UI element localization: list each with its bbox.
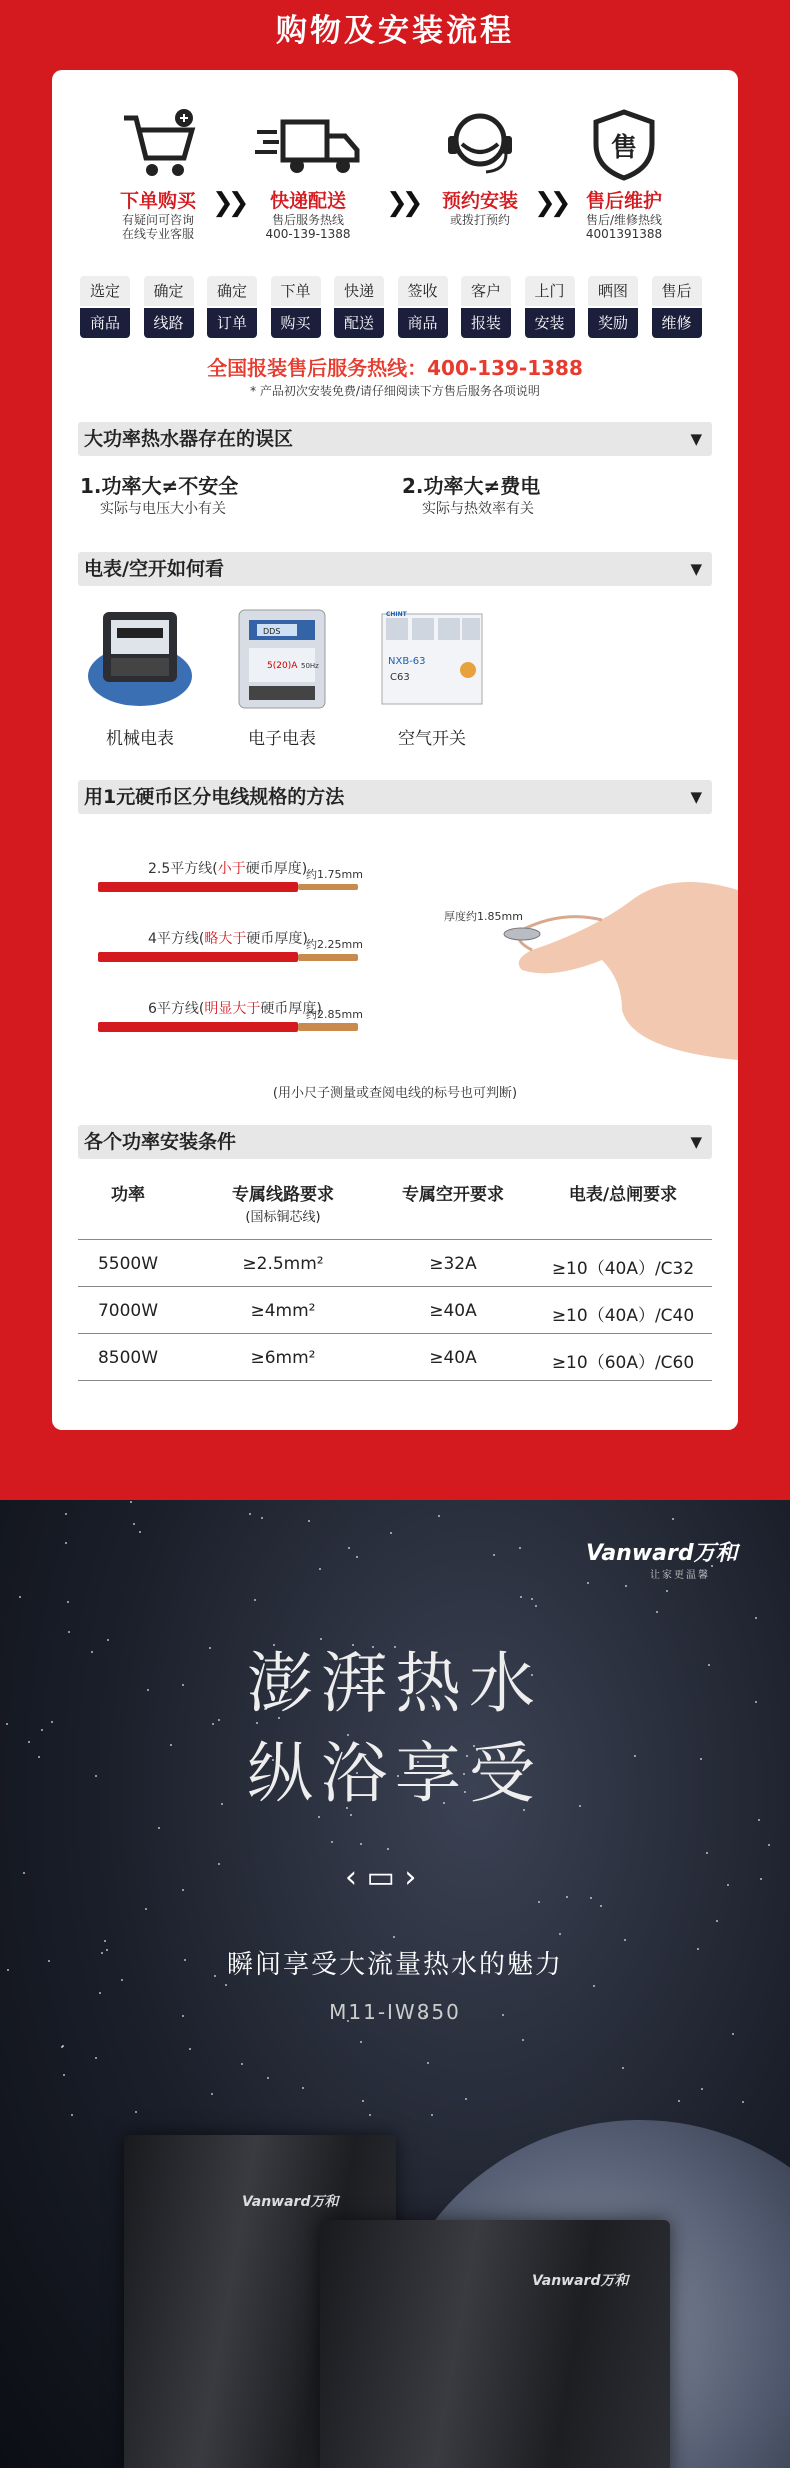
- star: [61, 2046, 63, 2048]
- truck-icon: [253, 108, 363, 182]
- star: [390, 1532, 392, 1534]
- meter-electronic: [222, 604, 342, 749]
- process-step-top: 签收: [398, 276, 448, 306]
- model-number: M11-IW850: [329, 2000, 461, 2024]
- product-banner: [0, 1500, 790, 2468]
- process-step-bottom: 订单: [207, 308, 257, 338]
- process-step-top: 客户: [461, 276, 511, 306]
- step-line: 有疑问可咨询: [121, 213, 194, 227]
- star: [768, 1844, 770, 1846]
- step-line: 售后服务热线: [271, 213, 344, 227]
- step-appointment: [420, 108, 540, 227]
- meter-label: 电子电表: [248, 729, 316, 749]
- star: [535, 1605, 537, 1607]
- step-line: 在线专业客服: [121, 227, 194, 241]
- wire-dimension: 约1.75mm: [306, 868, 363, 881]
- process-step: [271, 276, 321, 340]
- misconception-title: 1.功率大≠不安全: [80, 474, 239, 498]
- breaker-model: NXB-63: [388, 656, 426, 667]
- brand-slogan: 让家更温馨: [650, 1570, 710, 1581]
- air-switch-image: [372, 604, 492, 714]
- star: [348, 1547, 350, 1549]
- star: [431, 2114, 433, 2116]
- process-step-top: 确定: [207, 276, 257, 306]
- process-step-bottom: 线路: [144, 308, 194, 338]
- process-step: [334, 276, 384, 340]
- product-logo: Vanward万和: [532, 2273, 629, 2289]
- wire-insulation: [98, 1022, 298, 1032]
- wire-insulation: [98, 882, 298, 892]
- meter-label: 机械电表: [106, 729, 174, 749]
- process-step-top: 售后: [652, 276, 702, 306]
- star: [701, 2088, 703, 2090]
- star: [520, 1596, 522, 1598]
- shield-icon: [584, 108, 664, 182]
- star: [95, 2057, 97, 2059]
- hotline-note: * 产品初次安装免费/请仔细阅读下方售后服务各项说明: [250, 384, 540, 398]
- coin-thickness-label: 厚度约1.85mm: [444, 910, 523, 923]
- brand-logo: Vanward万和: [586, 1541, 738, 1566]
- star: [67, 1601, 69, 1603]
- shield-glyph: 售: [610, 133, 638, 163]
- table-cell: ≥10（40A）/C40: [551, 1306, 695, 1326]
- star: [23, 1872, 25, 1874]
- star: [427, 2062, 429, 2064]
- star: [211, 2093, 213, 2095]
- star: [302, 2087, 304, 2089]
- table-header: 专属线路要求: [232, 1185, 334, 1205]
- star: [318, 1816, 320, 1818]
- process-card: [52, 70, 738, 1430]
- star: [465, 2098, 467, 2100]
- star: [158, 1827, 160, 1829]
- process-step: [80, 276, 130, 340]
- star: [104, 1940, 106, 1942]
- table-cell: ≥40A: [429, 1301, 477, 1321]
- section-header-misconception[interactable]: [78, 422, 712, 456]
- star: [267, 2077, 269, 2079]
- star: [559, 1933, 561, 1935]
- section-header-table[interactable]: [78, 1125, 712, 1159]
- section-title: 大功率热水器存在的误区: [84, 428, 294, 450]
- step-after-sales: [564, 108, 684, 241]
- table-header: 电表/总闸要求: [568, 1185, 678, 1205]
- star: [225, 1984, 227, 1986]
- star: [139, 1531, 141, 1533]
- process-step-top: 上门: [525, 276, 575, 306]
- star: [360, 1843, 362, 1845]
- process-step: [652, 276, 702, 340]
- star: [593, 1985, 595, 1987]
- process-step-top: 选定: [80, 276, 130, 306]
- meter-breaker: [372, 604, 492, 749]
- star: [130, 1501, 132, 1503]
- wire-dimension: 约2.85mm: [306, 1008, 363, 1021]
- table-header: 专属空开要求: [402, 1185, 504, 1205]
- triangle-down-icon: ▼: [690, 788, 702, 806]
- process-step: [398, 276, 448, 340]
- star: [672, 1518, 674, 1520]
- misconception-title: 2.功率大≠费电: [402, 474, 541, 498]
- electronic-meter-frequency: 50Hz: [301, 662, 319, 670]
- star: [519, 1547, 521, 1549]
- star: [666, 1590, 668, 1592]
- table-cell: ≥2.5mm²: [242, 1254, 324, 1274]
- star: [387, 1848, 389, 1850]
- chevron-right-icon: ❯❯: [534, 188, 566, 218]
- star: [99, 1992, 101, 1994]
- meter-mechanical: [80, 604, 200, 749]
- wire-copper: [298, 884, 358, 890]
- process-step-bottom: 报装: [461, 308, 511, 338]
- wire-label: 6平方线(明显大于硬币厚度): [148, 1001, 322, 1017]
- star: [135, 2111, 137, 2113]
- misconception-sub: 实际与热效率有关: [422, 501, 534, 517]
- process-step-bottom: 维修: [652, 308, 702, 338]
- hand-with-coin-image: [472, 830, 738, 1060]
- table-row: [78, 1240, 712, 1287]
- table-cell: ≥10（60A）/C60: [551, 1353, 695, 1373]
- star: [742, 2101, 744, 2103]
- electronic-meter-image: [227, 604, 337, 714]
- star: [254, 1599, 256, 1601]
- water-heater-back: [320, 2220, 670, 2468]
- step-line: 4001391388: [585, 227, 663, 241]
- process-step-bottom: 购买: [271, 308, 321, 338]
- table-cell: ≥6mm²: [250, 1348, 316, 1368]
- star: [393, 1936, 395, 1938]
- banner-subtitle: 瞬间享受大流量热水的魅力: [226, 1950, 563, 1980]
- wire-dimension: 约2.25mm: [306, 938, 363, 951]
- star: [732, 2033, 734, 2035]
- table-header-row: [78, 1170, 712, 1240]
- wire-label: 4平方线(略大于硬币厚度): [148, 931, 308, 947]
- star: [438, 1515, 440, 1517]
- wire-label: 2.5平方线(小于硬币厚度): [148, 861, 308, 877]
- star: [622, 2067, 624, 2069]
- step-delivery: [248, 108, 368, 241]
- wire-copper: [298, 1023, 358, 1031]
- table-row: [78, 1287, 712, 1334]
- process-step-bottom: 安装: [525, 308, 575, 338]
- table-cell: ≥10（40A）/C32: [551, 1259, 695, 1279]
- product-logo: Vanward万和: [242, 2194, 339, 2210]
- star: [758, 1819, 760, 1821]
- chevron-right-icon: ❯❯: [212, 188, 244, 218]
- star: [625, 1585, 627, 1587]
- star: [678, 2100, 680, 2102]
- star: [362, 2100, 364, 2102]
- step-line: 售后/维修热线: [585, 213, 663, 227]
- star: [65, 1513, 67, 1515]
- breaker-brand: CHINT: [386, 611, 407, 618]
- star: [19, 1596, 21, 1598]
- section-header-meters[interactable]: [78, 552, 712, 586]
- table-cell: 7000W: [97, 1301, 159, 1321]
- star: [587, 1582, 589, 1584]
- star: [538, 1901, 540, 1903]
- star: [218, 1863, 220, 1865]
- star: [63, 2074, 65, 2076]
- star: [308, 1520, 310, 1522]
- process-step-top: 下单: [271, 276, 321, 306]
- step-title: 预约安装: [441, 190, 518, 212]
- process-step: [525, 276, 575, 340]
- table-cell: ≥4mm²: [250, 1301, 316, 1321]
- electronic-meter-screen: 5(20)A: [267, 661, 298, 671]
- process-step-top: 快递: [334, 276, 384, 306]
- mechanical-meter-image: [85, 604, 195, 714]
- star: [331, 1841, 333, 1843]
- triangle-down-icon: ▼: [690, 560, 702, 578]
- step-title: 快递配送: [269, 190, 346, 212]
- headline-line-1: 澎湃热水: [247, 1645, 543, 1722]
- hotline: 全国报装售后服务热线：400-139-1388: [207, 356, 583, 380]
- star: [71, 2114, 73, 2116]
- star: [600, 1905, 602, 1907]
- process-step: [144, 276, 194, 340]
- star: [360, 2041, 362, 2043]
- misconception-sub: 实际与电压大小有关: [100, 501, 226, 517]
- table-subheader: (国标铜芯线): [245, 1210, 321, 1225]
- step-line: 400-139-1388: [265, 227, 351, 241]
- star: [65, 1542, 67, 1544]
- wire-copper: [298, 954, 358, 961]
- process-step-bottom: 奖励: [588, 308, 638, 338]
- table-cell: ≥40A: [429, 1348, 477, 1368]
- star: [656, 1611, 658, 1613]
- process-step: [207, 276, 257, 340]
- star: [566, 1896, 568, 1898]
- star: [727, 1884, 729, 1886]
- step-title: 下单购买: [119, 190, 196, 212]
- table-row: [78, 1334, 712, 1381]
- chevron-right-icon: ❯❯: [386, 188, 418, 218]
- star: [755, 1617, 757, 1619]
- star: [249, 1513, 251, 1515]
- triangle-down-icon: ▼: [690, 430, 702, 448]
- process-step-bottom: 配送: [334, 308, 384, 338]
- wire-insulation: [98, 952, 298, 962]
- table-cell: ≥32A: [429, 1254, 477, 1274]
- section-title: 各个功率安装条件: [84, 1131, 237, 1153]
- page-title: 购物及安装流程: [276, 13, 514, 49]
- coin-note: (用小尺子测量或查阅电线的标号也可判断): [272, 1086, 518, 1101]
- cart-icon: [118, 108, 198, 182]
- star: [319, 1568, 321, 1570]
- breaker-rating: C63: [390, 672, 410, 683]
- step-order: [98, 108, 218, 241]
- star: [261, 1517, 263, 1519]
- star: [706, 1852, 708, 1854]
- triangle-down-icon: ▼: [690, 1133, 702, 1151]
- process-step-top: 晒图: [588, 276, 638, 306]
- star: [133, 1523, 135, 1525]
- headset-icon: [440, 108, 520, 182]
- star: [493, 1554, 495, 1556]
- step-title: 售后维护: [585, 190, 662, 212]
- star: [716, 1920, 718, 1922]
- star: [182, 1889, 184, 1891]
- process-step-bottom: 商品: [398, 308, 448, 338]
- star: [522, 2039, 524, 2041]
- star: [760, 1878, 762, 1880]
- star: [531, 1598, 533, 1600]
- star: [241, 2063, 243, 2065]
- star: [189, 2048, 191, 2050]
- process-step-bottom: 商品: [80, 308, 130, 338]
- process-step: [588, 276, 638, 340]
- section-title: 用1元硬币区分电线规格的方法: [84, 786, 345, 808]
- section-header-coin[interactable]: [78, 780, 712, 814]
- headline-line-2: 纵浴享受: [247, 1735, 543, 1812]
- table-header: 功率: [111, 1185, 145, 1205]
- table-cell: 8500W: [97, 1348, 159, 1368]
- section-title: 电表/空开如何看: [84, 558, 224, 580]
- process-step: [461, 276, 511, 340]
- star: [145, 1908, 147, 1910]
- star: [356, 1556, 358, 1558]
- step-line: 或拨打预约: [449, 213, 510, 227]
- star: [369, 2114, 371, 2116]
- electronic-meter-badge: DDS: [263, 627, 281, 636]
- star: [624, 1939, 626, 1941]
- faucet-icon: ‹ ▭ ›: [345, 1860, 417, 1895]
- meter-label: 空气开关: [398, 729, 466, 749]
- star: [590, 1897, 592, 1899]
- process-step-top: 确定: [144, 276, 194, 306]
- table-cell: 5500W: [97, 1254, 159, 1274]
